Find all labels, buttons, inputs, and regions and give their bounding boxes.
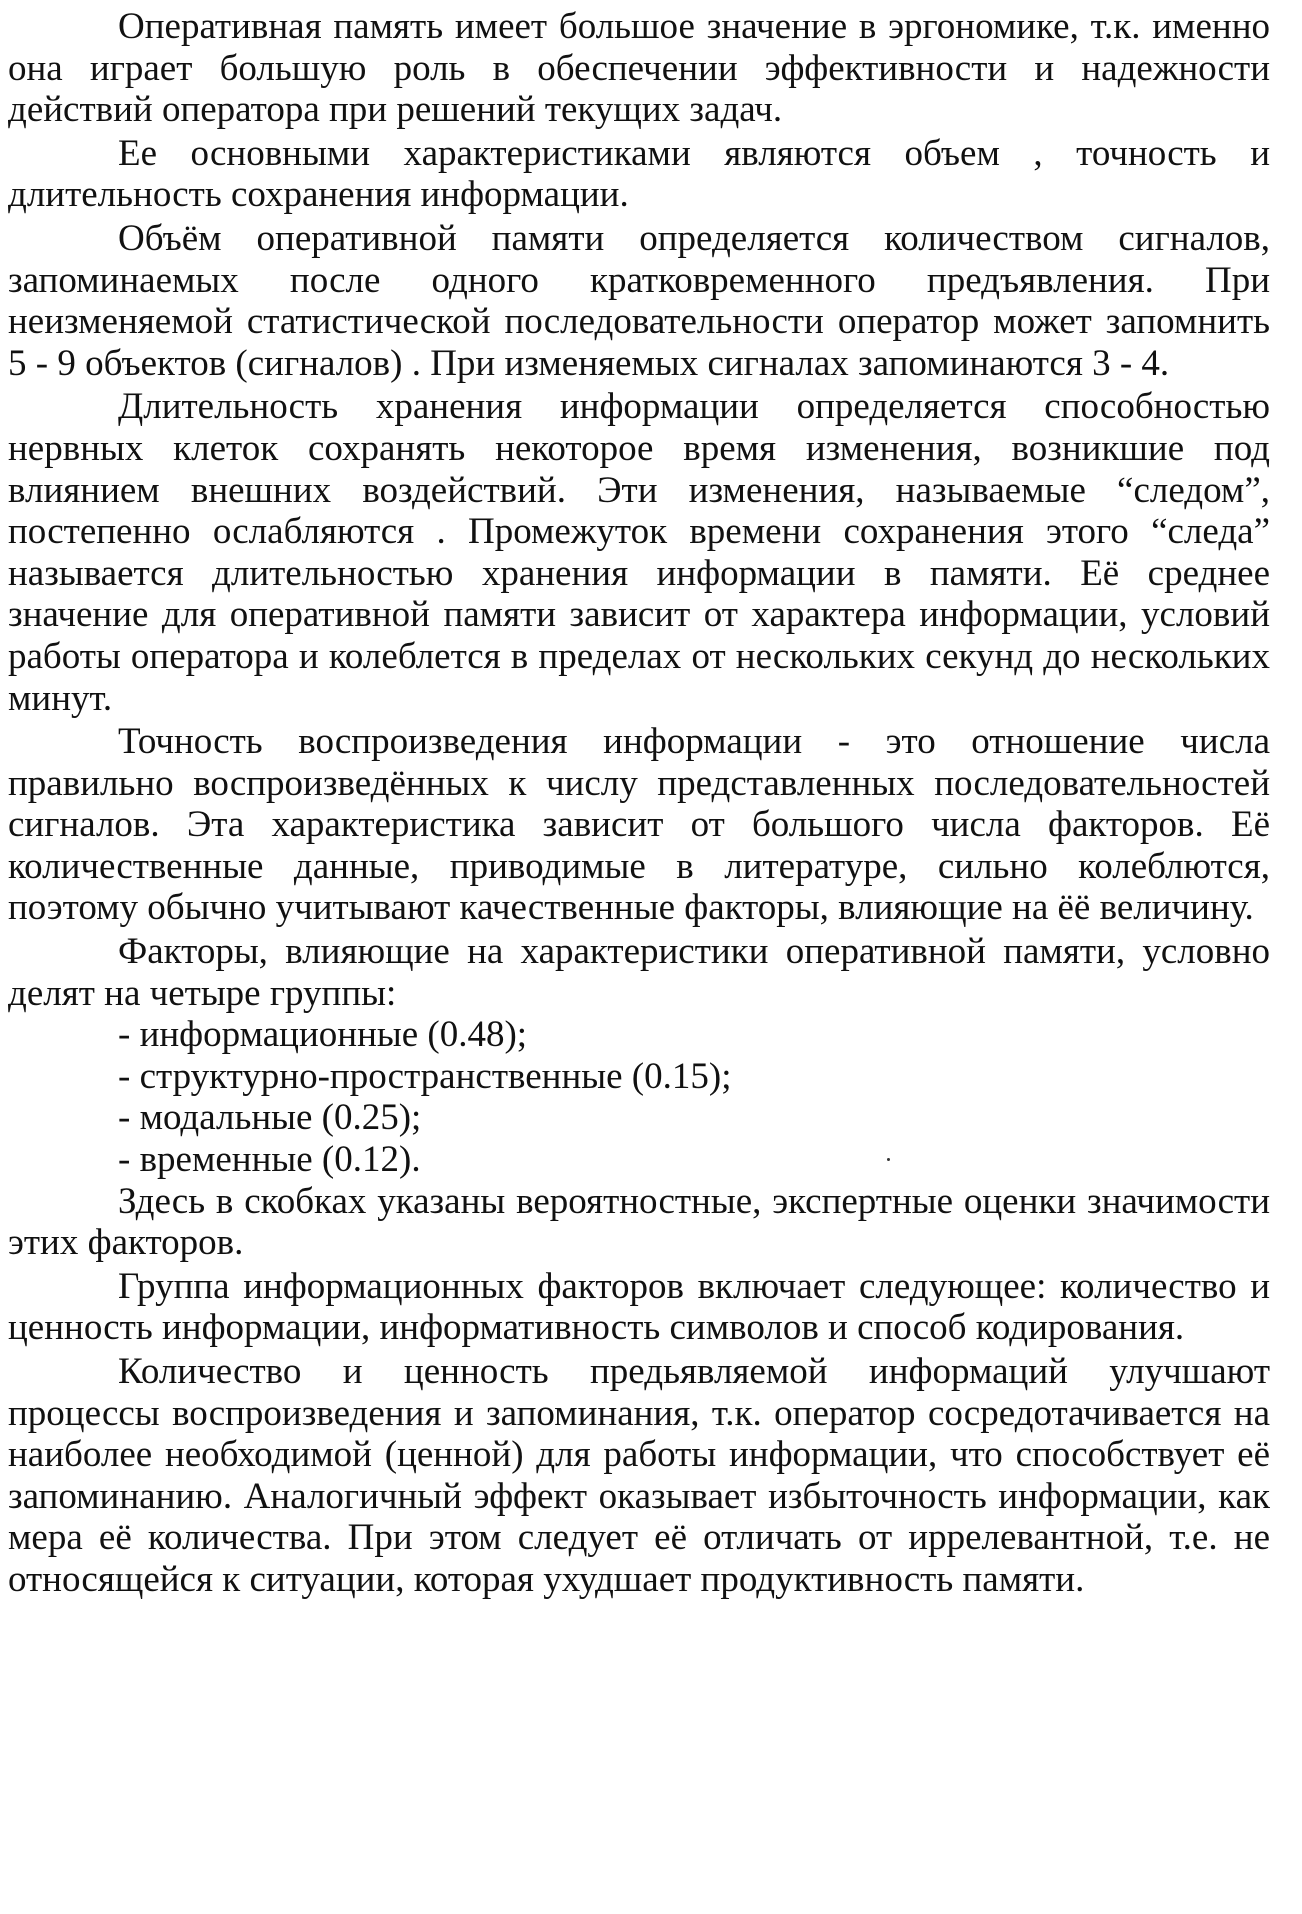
paragraph-intro: Оперативная память имеет большое значение в эргономике, т.к. именно она играет большую роль в обеспечении эффективности и надежности действий оператора при решений текущих задач.	[8, 6, 1270, 131]
list-item: - структурно-пространственные (0.15);	[118, 1055, 732, 1097]
paragraph-duration: Длительность хранения информации определяется способностью нервных клеток сохранять некоторое время изменения, возникшие под влиянием внешних воздействий. Эти изменения, называемые “следом”, постепенно ослабляются . Промежуток времени сохранения этого “следа” называется длительностью хранения информации в памяти. Её среднее значение для оперативной памяти зависит от характера информации, условий работы оператора и колеблется в пределах от нескольких секунд до нескольких минут.	[8, 386, 1270, 719]
scan-speck	[887, 1158, 890, 1161]
list-item: - информационные (0.48);	[118, 1014, 528, 1056]
list-item: - временные (0.12).	[118, 1139, 421, 1181]
list-item: - модальные (0.25);	[118, 1097, 422, 1139]
document-page	[8, 6, 1270, 1906]
paragraph-accuracy: Точность воспроизведения информации - это отношение числа правильно воспроизведённых к числу представленных последовательностей сигналов. Эта характеристика зависит от большого числа факторов. Её количественные данные, приводимые в литературе, сильно колеблются, поэтому обычно учитывают качественные факторы, влияющие на ёё величину.	[8, 721, 1270, 929]
paragraph-info-factors: Группа информационных факторов включает следующее: количество и ценность информации, информативность символов и способ кодирования.	[8, 1265, 1270, 1349]
paragraph-factor-weights-note: Здесь в скобках указаны вероятностные, экспертные оценки значимости этих факторов.	[8, 1180, 1270, 1264]
paragraph-quantity-value: Количество и ценность предьявляемой информаций улучшают процессы воспроизведения и запоминания, т.к. оператор сосредотачивается на наиболее необходимой (ценной) для работы информации, что способствует её запоминанию. Аналогичный эффект оказывает избыточность информации, как мера её количества. При этом следует её отличать от иррелевантной, т.е. не относящейся к ситуации, которая ухудшает продуктивность памяти.	[8, 1351, 1270, 1600]
paragraph-factors-intro: Факторы, влияющие на характеристики оперативной памяти, условно делят на четыре группы:	[8, 931, 1270, 1014]
paragraph-characteristics: Ее основными характеристиками являются объем , точность и длительность сохранения информации.	[8, 132, 1270, 216]
paragraph-volume: Объём оперативной памяти определяется количеством сигналов, запоминаемых после одного кратковременного предъявления. При неизменяемой статистической последовательности оператор может запомнить 5 - 9 объектов (сигналов) . При изменяемых сигналах запоминаются 3 - 4.	[8, 217, 1270, 384]
factors-list	[8, 1014, 1270, 1180]
